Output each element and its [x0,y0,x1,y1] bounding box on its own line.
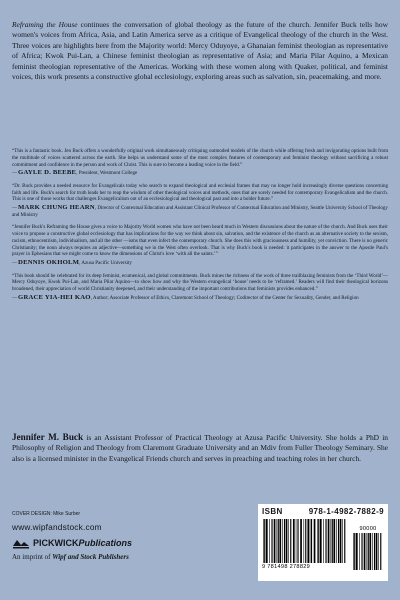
barcode-bar [353,533,354,570]
barcode-bar [325,519,326,563]
barcode-bar [354,533,355,570]
book-description [12,20,388,82]
barcode-bar [359,533,360,570]
ean-barcode-block [262,519,348,570]
barcode-bar [290,519,291,563]
barcode-bar [318,519,319,563]
endorsement-attribution: —DENNIS OKHOLM, Azusa Pacific University [12,259,132,267]
barcode-bar [368,533,369,570]
author-bio [12,432,388,464]
endorser-affiliation: , Azusa Pacific University [79,260,132,267]
isbn-number: 978-1-4982-7882-9 [308,507,384,516]
imprint-line [12,553,129,561]
publisher-line [12,537,132,549]
ean-barcode [262,519,348,563]
isbn-label: ISBN [262,507,283,516]
barcode-bar [300,519,302,563]
imprint-name: Wipf and Stock Publishers [52,553,129,561]
barcode-bar [376,533,378,570]
barcode-bar [320,519,322,563]
barcode-bar [311,519,312,563]
imprint-prefix: An imprint of [12,553,53,561]
barcode-bar [331,519,332,563]
addon-barcode [352,533,384,570]
endorser-name: GAYLE D. BEEBE [18,169,77,177]
endorser-name: DENNIS OKHOLM [18,259,80,267]
publisher-website[interactable]: www.wipfandstock.com [12,522,102,532]
book-title: Reframing the House [12,20,78,29]
endorsement-attribution: —MARK CHUNG HEARN, Director of Contextual Education and Assistant Clinical Professor of Contextual Education and Ministry, Seattle University School of Theology and Ministry [12,204,388,218]
endorsement-quote: “Dr. Buck provides a needed resource for Evangelicals today who search to expand theological and ecclesial frames that may no longer hold increasingly diverse questions concerning faith and life. Buck's search for truth leads her to reap the wisdom of other theological voices and methods, ones that are sorely needed for contemporary Evangelicalism and the church. This is one of those works that challenges Evangelicalism out of an ecclesiological and theological past and into a bolder future.” [12,182,388,203]
barcode-bar [274,519,276,563]
description-text: continues the conversation of global theology as the future of the church. Jennifer Buck tells how women's voices from Africa, Asia, and Latin America serve as a critique of Evangelical theology of the church in the West. Three voices are highlights here from the Majority world: Mercy Oduyoye, a Ghanaian feminist theologian as representative of Africa; Kwok Pui-Lan, a Chinese feminist theologian as representative of Asia; and Maria Pilar Aquino, a Mexican feminist theologian representative of the Americas. Working with these women along with Quaker, political, and feminist voices, this work presents a constructive global ecclesiology, exploring areas such as salvation, sin, peacemaking, and more. [12,20,388,82]
endorsement [12,183,388,218]
barcode-bar [271,519,272,563]
endorsement-quote: “This is a fantastic book. Jen Buck offers a wonderfully original work simultaneously critiquing outmoded models of the church while offering fresh and invigorating options built from the multitude of voices scattered across the earth. She helps us understand some of the most complex features of contemporary and feminist theology without sacrificing a robust commitment and confidence in the person and work of Christ. This is sure to become a leading voice in the field.” [12,148,388,168]
endorsement-attribution: —GRACE YIA-HEI KAO, Author; Associate Professor of Ethics, Claremont School of Theology; Codirector of the Center for Sexuality, Gender, and Religion [12,293,359,301]
endorser-affiliation: , President, Westmont College [76,170,138,177]
publisher-name: PICKWICK [33,538,79,548]
barcode-bar [374,533,375,570]
publisher-suffix: Publications [78,538,133,548]
barcode-bar [380,533,381,570]
barcode-bar [293,519,295,563]
barcode-bar [297,519,298,563]
barcode-bar [288,519,289,563]
barcode-bar [264,519,265,563]
endorsement-quote: “Jennifer Buck's Reframing the House gives a voice to Majority World women who have not been heard much in Western discussions about the nature of the church. And Buck uses their voice to propose a constructive global ecclesiology that has implications for the way we think about sin, salvation, and the existence of the church as an alternative society to the sexism, racism, ethnocentrism, individualism, and all the other —isms that even infect the contemporary church. She does this with graciousness and humility, yet conviction. There is no generic Christianity; the noun always requires an adjective—something we in the West often overlook. That is why Buck's book is needed: it participates in the answer to the Apostle Paul's prayer in Ephesians that we might come to know the dimensions of Christ's love ‘with all the saints.’” [12,224,388,258]
barcode-bar [328,519,330,563]
endorser-affiliation: , Director of Contextual Education and Assistant Clinical Professor of Contextual Education and Ministry, Seattle University School of Theology and Ministry [12,205,388,218]
barcode-bar [266,519,268,563]
barcode-bar [317,519,318,563]
barcode-bar [310,519,311,563]
barcode-bar [314,519,316,563]
barcode-bar [296,519,297,563]
barcode-bar [263,519,264,563]
endorsement [12,273,388,302]
barcode-bar [278,519,279,563]
barcode-bar [279,519,281,563]
barcode-bar [356,533,358,570]
endorsement [12,224,388,266]
addon-digits: 90000 [359,526,377,532]
barcode-panel [258,504,388,581]
barcode-bar [277,519,278,563]
barcode-bar [269,519,270,563]
endorsement-quote: “This book should be celebrated for its deep feminist, ecumenical, and global commitments. Buck mines the richness of the work of three trailblazing feminists from the ‘Third World’—Mercy Oduyoye, Kwok Pui-Lan, and Maria Pilar Aquino—to show how and why the Western evangelical ‘house’ needs to be ‘reframed.’ Readers will find their theological horizons broadened, their appreciation of world Christianity deepened, and their understanding of the important contributions that feminists provides enhanced.” [12,272,388,293]
barcode-digits: 9 781498 278829 [262,564,311,570]
barcode-bar [372,533,373,570]
barcode-bar [336,519,337,563]
barcode-bar [344,519,345,563]
barcode-bar [378,533,379,570]
barcode-bar [323,519,324,563]
addon-barcode-block [352,525,384,570]
barcode-bar [364,533,366,570]
barcode-bar [307,519,309,563]
barcode-bar [361,533,362,570]
barcode-bar [304,519,305,563]
endorsement-attribution: —GAYLE D. BEEBE, President, Westmont College [12,169,138,177]
barcode-bar [369,533,371,570]
barcode-bar [282,519,283,563]
barcode-bar [305,519,306,563]
barcode-bar [333,519,335,563]
endorsement [12,148,388,177]
endorser-name: MARK CHUNG HEARN [18,204,95,212]
pickwick-logo-icon [12,537,30,549]
barcode-bar [286,519,288,563]
author-bio-text: is an Assistant Professor of Practical Theology at Azusa Pacific University. She holds a PhD in Philosophy of Religion and Theology from Claremont Graduate University and an Mdiv from Fuller Theology Seminary. She also is a licensed minister in the Evangelical Friends church and serves in preaching and teaching roles in her church. [12,433,389,463]
isbn-line [262,507,384,516]
barcode-bar [340,519,342,563]
cover-design-credit: COVER DESIGN: Mike Surber [12,511,81,517]
barcode-bar [367,533,368,570]
barcode-bar [332,519,333,563]
barcode-bar [284,519,285,563]
endorsements [12,148,388,307]
barcode-bar [338,519,339,563]
endorser-affiliation: , Author; Associate Professor of Ethics, Claremont School of Theology; Codirector of the Center for Sexuality, Gender, and Religion [90,294,359,301]
barcodes [262,519,384,570]
author-name: Jennifer M. Buck [12,432,84,442]
endorser-name: GRACE YIA-HEI KAO [18,293,91,301]
barcode-bar [342,519,343,563]
